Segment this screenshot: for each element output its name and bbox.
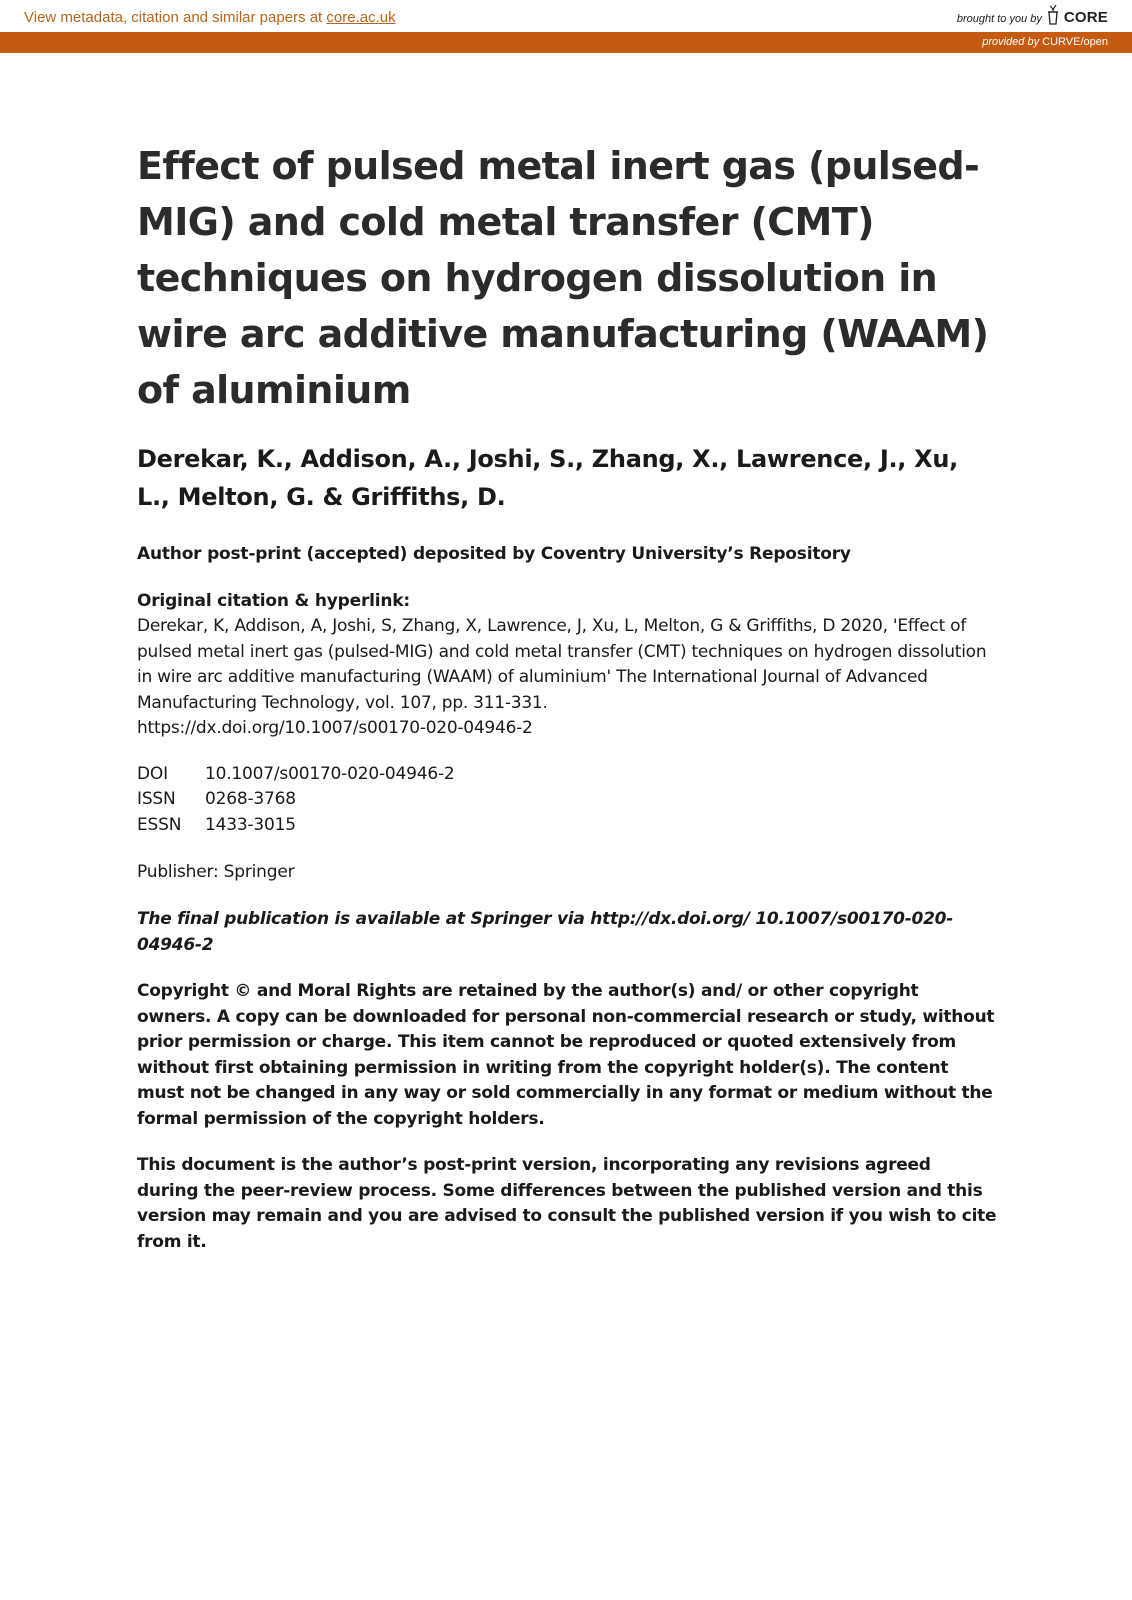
final-publication-note: The final publication is available at Springer via http://dx.doi.org/ 10.1007/s00170-020-04946-2 bbox=[137, 909, 954, 955]
postprint-notice: This document is the author’s post-print version, incorporating any revisions agreed during the peer-review process. Some differences between the published version and this version may remain and you are advised to consult the published version if you wish to cite from it. bbox=[137, 1155, 997, 1252]
identifier-row-essn bbox=[137, 813, 997, 839]
core-metadata-text bbox=[24, 9, 396, 26]
brought-by-label: brought to you by bbox=[956, 13, 1042, 25]
core-metadata-prefix: View metadata, citation and similar papers at bbox=[24, 9, 327, 26]
core-header bbox=[0, 0, 1132, 32]
core-link[interactable]: core.ac.uk bbox=[326, 9, 396, 26]
provided-by bbox=[982, 36, 1108, 48]
paper-title: Effect of pulsed metal inert gas (pulsed-MIG) and cold metal transfer (CMT) techniques on hydrogen dissolution in wire arc additive manufacturing (WAAM) of aluminium bbox=[137, 144, 989, 412]
identifier-key: DOI bbox=[137, 763, 168, 784]
core-brought-by[interactable] bbox=[957, 4, 1108, 30]
identifier-list bbox=[137, 762, 997, 839]
identifier-value: 1433-3015 bbox=[205, 814, 296, 835]
citation-text: Derekar, K, Addison, A, Joshi, S, Zhang, X, Lawrence, J, Xu, L, Melton, G & Griffiths, D 2020, 'Effect of pulsed metal inert gas (pulsed-MIG) and cold metal transfer (CMT) techniques on hydrogen dissolution in wire arc additive manufacturing (WAAM) of aluminium' The International Journal of Advanced Manufacturing Technology, vol. 107, pp. 311-331. bbox=[137, 616, 987, 713]
identifier-key: ESSN bbox=[137, 814, 182, 835]
provided-by-label: provided by bbox=[982, 36, 1040, 48]
provided-by-source: CURVE/open bbox=[1042, 36, 1108, 48]
identifier-value: 0268-3768 bbox=[205, 789, 296, 809]
identifier-row-doi bbox=[137, 762, 997, 788]
core-logo-text: CORE bbox=[1063, 8, 1108, 26]
publisher-line: Publisher: Springer bbox=[137, 862, 295, 882]
core-logo-icon bbox=[1046, 4, 1060, 31]
identifier-row-issn bbox=[137, 787, 997, 813]
deposit-note: Author post-print (accepted) deposited by Coventry University’s Repository bbox=[137, 544, 851, 564]
identifier-value: 10.1007/s00170-020-04946-2 bbox=[205, 763, 455, 784]
citation-heading: Original citation & hyperlink: bbox=[137, 591, 411, 611]
identifier-key: ISSN bbox=[137, 789, 176, 809]
copyright-notice: Copyright © and Moral Rights are retained by the author(s) and/ or other copyright owners. A copy can be downloaded for personal non-commercial research or study, without prior permission or charge. This item cannot be reproduced or quoted extensively from without first obtaining permission in writing from the copyright holder(s). The content must not be changed in any way or sold commercially in any format or medium without the formal permission of the copyright holders. bbox=[137, 981, 995, 1129]
cover-page bbox=[137, 138, 997, 1255]
citation-url[interactable]: https://dx.doi.org/10.1007/s00170-020-04946-2 bbox=[137, 718, 533, 738]
core-provider-band bbox=[0, 32, 1132, 53]
author-list: Derekar, K., Addison, A., Joshi, S., Zhang, X., Lawrence, J., Xu, L., Melton, G. & Griffiths, D. bbox=[137, 445, 958, 511]
